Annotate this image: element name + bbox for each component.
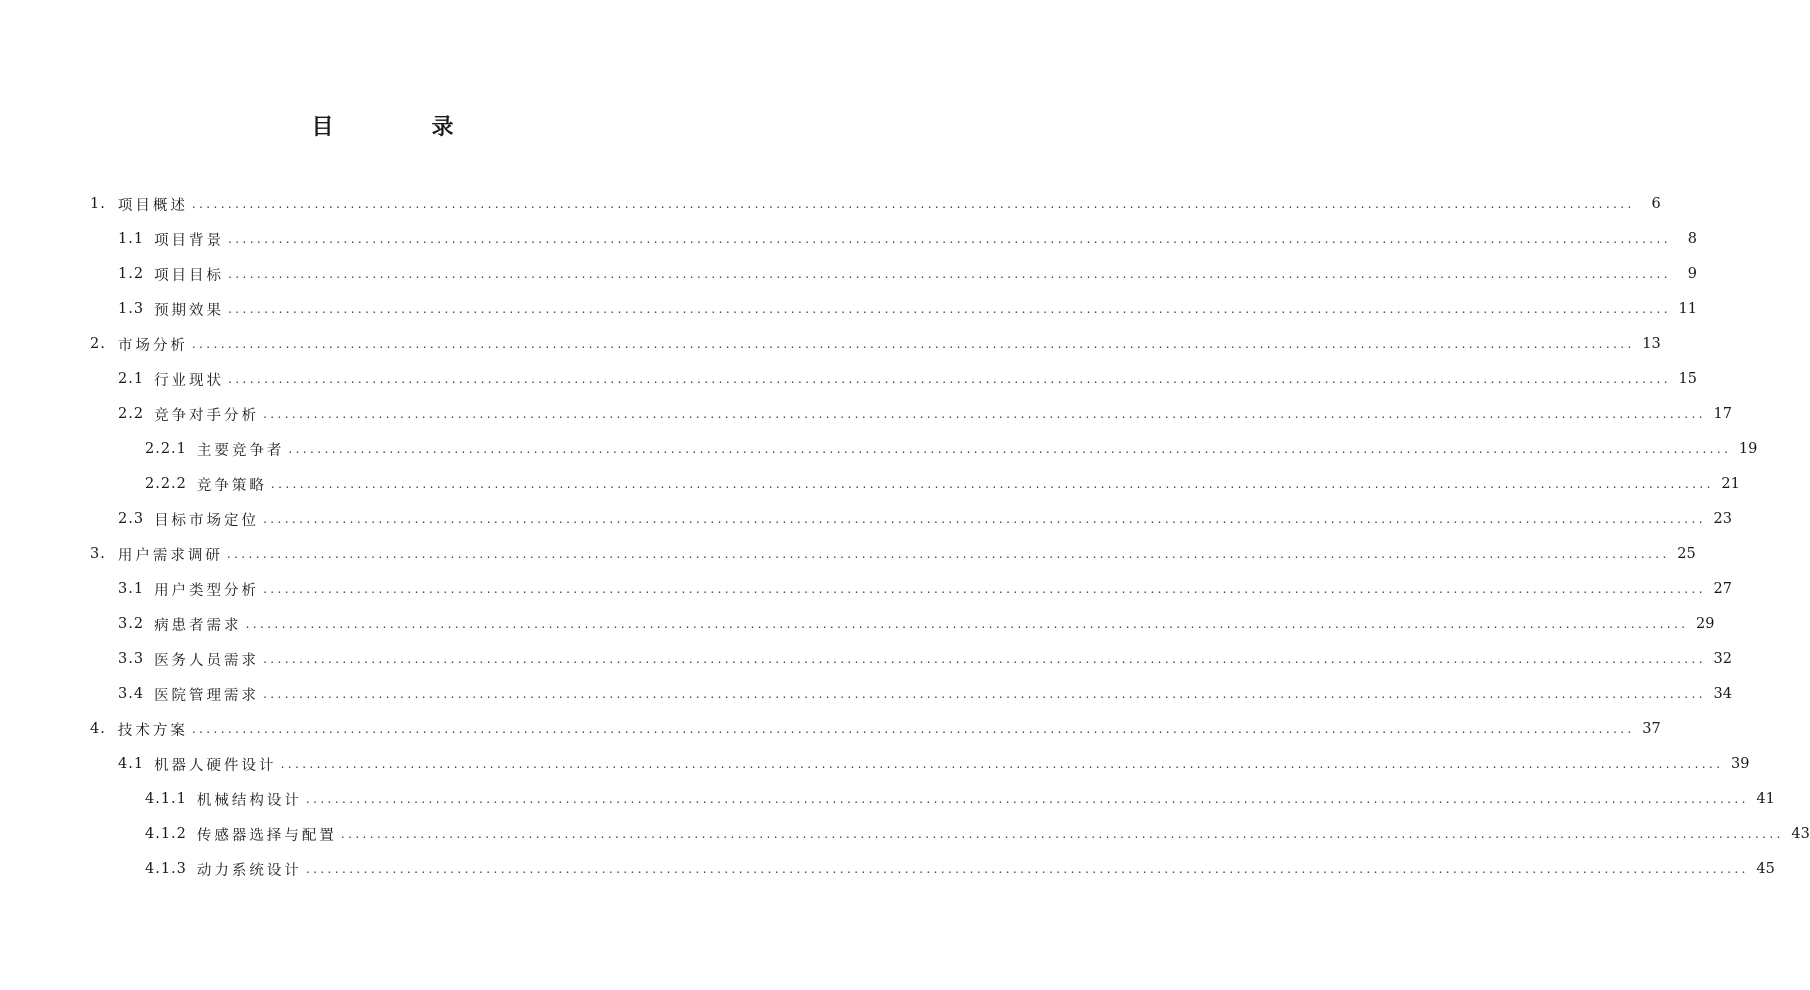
toc-entry-title: 病患者需求 [154,617,242,634]
toc-leader-dots: ........................................................................................................................................................................................................ [280,757,1724,771]
toc-leader-dots: ........................................................................................................................................................................................................ [263,407,1706,421]
toc-entry-page: 25 [1677,546,1696,562]
toc-leader-dots: ........................................................................................................................................................................................................ [270,477,1714,491]
toc-entry-title: 竞争策略 [196,477,267,494]
toc-entry-number: 1.3 [118,301,145,317]
toc-leader-dots: ........................................................................................................................................................................................................ [340,827,1784,841]
toc-entry-page: 32 [1713,651,1732,667]
toc-entry-page: 21 [1721,476,1740,492]
toc-leader-dots: ........................................................................................................................................................................................................ [263,687,1706,701]
toc-entry-number: 1.2 [118,266,145,282]
toc-entry-page: 8 [1687,231,1697,247]
toc-entry-number: 4.1.3 [145,861,187,877]
page-title: 目 录 [311,115,492,140]
toc-entry[interactable] [90,186,1661,222]
toc-entry-title: 市场分析 [117,337,188,354]
toc-leader-dots: ........................................................................................................................................................................................................ [228,302,1671,316]
toc-leader-dots: ........................................................................................................................................................................................................ [191,722,1635,736]
toc-leader-dots: ........................................................................................................................................................................................................ [263,652,1706,666]
toc-leader-dots: ........................................................................................................................................................................................................ [191,337,1635,351]
toc-entry[interactable] [118,256,1697,292]
toc-entry-number: 3.2 [118,616,145,632]
toc-entry[interactable] [118,571,1732,607]
toc-leader-dots: ........................................................................................................................................................................................................ [288,442,1732,456]
toc-entry-title: 项目背景 [154,232,225,249]
toc-entry[interactable] [90,536,1696,572]
toc-entry-page: 27 [1713,581,1732,597]
toc-entry-page: 19 [1738,441,1758,457]
toc-entry[interactable] [118,606,1715,642]
toc-entry-page: 9 [1687,266,1697,282]
toc-entry-title: 行业现状 [154,372,225,389]
toc-entry-number: 4.1.2 [145,826,187,842]
toc-entry-title: 医务人员需求 [154,652,260,669]
toc-leader-dots: ........................................................................................................................................................................................................ [228,232,1671,246]
toc-entry-page: 11 [1678,301,1697,317]
toc-leader-dots: ........................................................................................................................................................................................................ [226,547,1670,561]
toc-entry-number: 4.1 [118,756,145,772]
toc-entry-title: 项目目标 [154,267,225,284]
toc-entry[interactable] [145,816,1810,852]
toc-entry-page: 29 [1696,616,1715,632]
toc-entry-title: 传感器选择与配置 [196,827,337,844]
toc-leader-dots: ........................................................................................................................................................................................................ [305,792,1749,806]
toc-entry-number: 2.2 [118,406,145,422]
toc-entry-title: 用户需求调研 [117,547,223,564]
toc-entry[interactable] [90,326,1661,362]
toc-leader-dots: ........................................................................................................................................................................................................ [228,372,1671,386]
toc-entry-title: 机器人硬件设计 [154,757,277,774]
toc-entry[interactable] [118,746,1750,782]
toc-entry-number: 1.1 [118,231,145,247]
toc-entry[interactable] [118,641,1732,677]
toc-leader-dots: ........................................................................................................................................................................................................ [191,197,1635,211]
toc-entry-title: 机械结构设计 [196,792,302,809]
toc-leader-dots: ........................................................................................................................................................................................................ [263,582,1706,596]
toc-entry[interactable] [90,711,1661,747]
toc-entry-page: 6 [1651,196,1661,212]
toc-entry-number: 2.1 [118,371,145,387]
toc-leader-dots: ........................................................................................................................................................................................................ [228,267,1671,281]
toc-entry-title: 目标市场定位 [154,512,260,529]
toc-entry[interactable] [118,396,1732,432]
toc-entry-number: 3.3 [118,651,145,667]
toc-entry[interactable] [118,221,1697,257]
toc-entry-page: 34 [1713,686,1732,702]
toc-entry-page: 41 [1756,791,1775,807]
toc-entry[interactable] [118,676,1732,712]
toc-entry-page: 39 [1731,756,1750,772]
toc-entry[interactable] [145,466,1740,502]
toc-entry-number: 2.2.2 [145,476,187,492]
toc-entry[interactable] [145,781,1775,817]
toc-entry-title: 医院管理需求 [154,687,260,704]
toc-leader-dots: ........................................................................................................................................................................................................ [305,862,1749,876]
toc-entry-number: 4.1.1 [145,791,187,807]
toc-entry-page: 17 [1713,406,1732,422]
toc-entry-title: 项目概述 [117,197,188,214]
toc-entry-title: 竞争对手分析 [154,407,260,424]
toc-entry-page: 43 [1791,826,1810,842]
toc-entry-title: 预期效果 [154,302,225,319]
toc-entry-number: 2.2.1 [145,441,187,457]
toc-entry-page: 23 [1713,511,1732,527]
toc-entry-number: 4. [90,721,106,737]
toc-entry[interactable] [118,501,1732,537]
toc-entry-number: 1. [90,196,106,212]
toc-entry-number: 2. [90,336,106,352]
toc-entry-page: 15 [1678,371,1697,387]
toc-entry[interactable] [118,361,1697,397]
toc-entry-title: 主要竞争者 [196,442,285,459]
toc-entry[interactable] [145,431,1758,467]
toc-entry[interactable] [145,851,1775,887]
toc-entry-page: 37 [1642,721,1661,737]
toc-entry-title: 动力系统设计 [196,862,302,879]
toc-entry-page: 13 [1642,336,1661,352]
toc-leader-dots: ........................................................................................................................................................................................................ [263,512,1706,526]
toc-entry-number: 3.4 [118,686,145,702]
toc-entry-number: 3.1 [118,581,145,597]
toc-entry-page: 45 [1756,861,1775,877]
toc-leader-dots: ........................................................................................................................................................................................................ [245,617,1689,631]
toc-entry-number: 3. [90,546,106,562]
toc-entry-title: 用户类型分析 [154,582,260,599]
toc-entry-number: 2.3 [118,511,145,527]
toc-entry-title: 技术方案 [117,722,188,739]
toc-entry[interactable] [118,291,1697,327]
